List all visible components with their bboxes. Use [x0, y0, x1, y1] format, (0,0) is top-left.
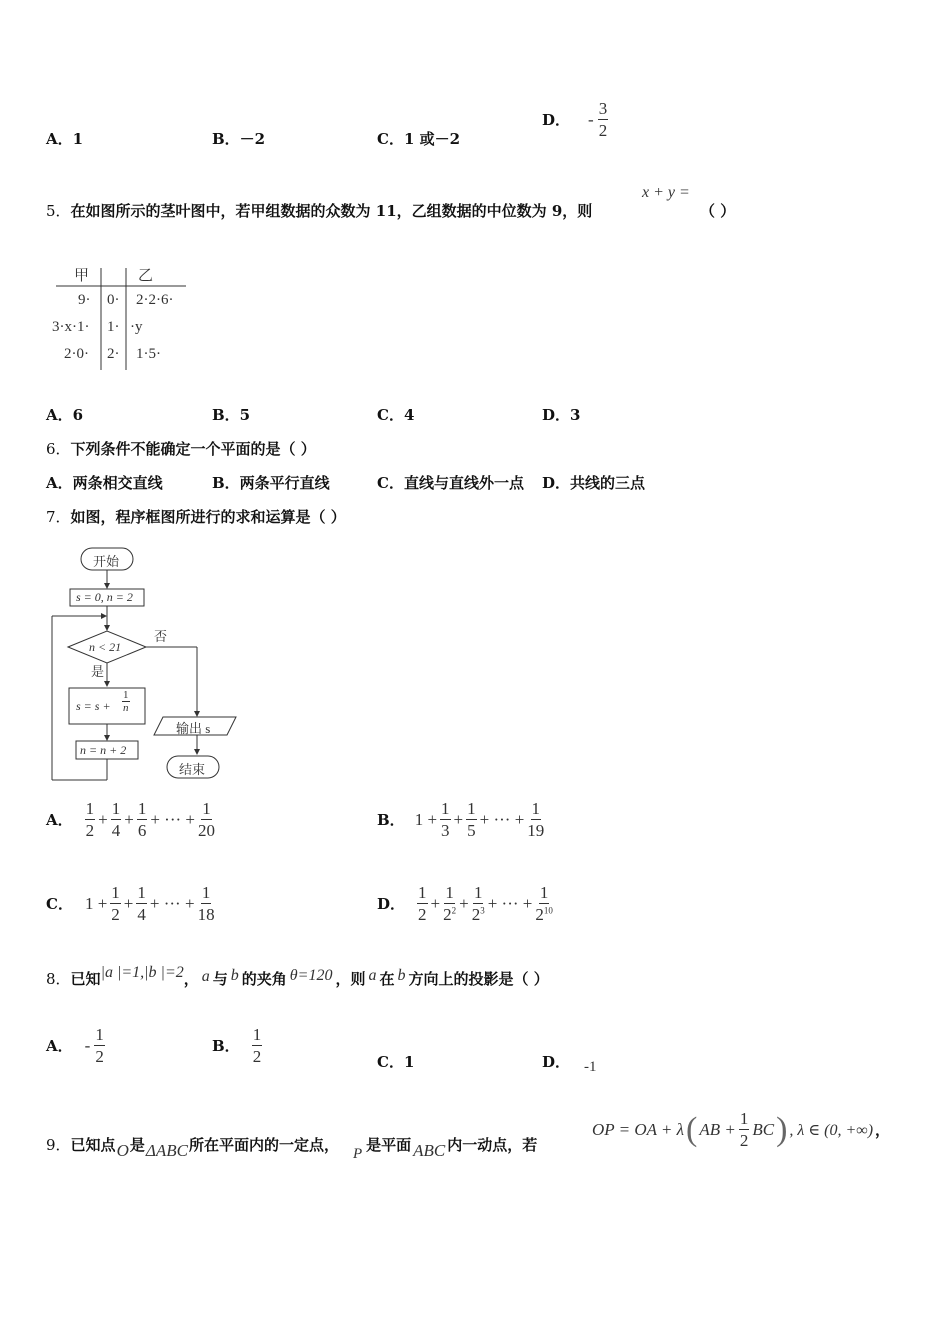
stem-leaf-row2-right: ·y — [130, 319, 143, 335]
q7-b-den-1: 3 — [441, 820, 450, 840]
q4-option-d-label: D． — [542, 111, 571, 130]
stem-leaf-row1-stem: 0· — [107, 292, 120, 308]
q4-option-a: A．1 — [46, 130, 84, 148]
q7-c-num-last: 1 — [201, 883, 211, 902]
q7-a-num-1: 1 — [85, 799, 95, 818]
q8-t1: 已知 — [70, 970, 101, 988]
q7-d-den-1: 2 — [418, 904, 427, 924]
q7-d-num-3: 1 — [473, 883, 483, 902]
q9-equation — [592, 1110, 890, 1150]
q7-a-plus-2: + — [124, 809, 134, 829]
q7-b-frac-2 — [466, 800, 477, 840]
q7-d-den-2 — [443, 904, 456, 924]
q8-b-num: 1 — [252, 1025, 262, 1044]
q5-option-b: B．5 — [212, 406, 251, 424]
q7-d-den-last — [535, 904, 553, 924]
q7-b-den-2: 5 — [467, 820, 476, 840]
q4-d-den: 2 — [598, 120, 608, 140]
q6-option-a: A．两条相交直线 — [46, 474, 163, 492]
q7-option-b — [377, 800, 544, 840]
q7-d-den-2-exp: 2 — [451, 905, 457, 916]
q9-eq-right: , λ ∈ (0, +∞) — [789, 1121, 874, 1139]
flow-end: 结束 — [179, 762, 206, 777]
flow-yes: 是 — [91, 664, 105, 679]
q8-t7: 方向上的投影是（ ） — [408, 970, 549, 988]
q4-option-c: C．1 或－2 — [377, 130, 461, 148]
q7-number: 7． — [46, 508, 71, 526]
q5-number: 5． — [46, 202, 71, 220]
q7-d-dots: + ··· + — [487, 893, 533, 913]
q9-plane-abc: ABC — [413, 1141, 446, 1160]
q7-option-d — [377, 884, 553, 924]
q7-b-lead: 1 + — [414, 809, 438, 829]
q7-d-frac-1 — [417, 884, 428, 924]
q7-c-lead: 1 + — [84, 893, 108, 913]
q4-d-num: 3 — [598, 99, 608, 118]
q7-a-frac-last — [198, 800, 215, 840]
q7-option-b-label: B． — [377, 811, 405, 830]
flow-start: 开始 — [93, 554, 120, 569]
q7-d-num-1: 1 — [418, 883, 427, 902]
q8-t3: 与 — [212, 970, 228, 988]
q8-option-d-label: D． — [542, 1053, 571, 1071]
q8-t5: ，则 — [335, 970, 366, 988]
q7-c-frac-2 — [136, 884, 147, 924]
q8-option-d-value: -1 — [584, 1059, 597, 1075]
q7-c-den-1: 2 — [111, 904, 120, 924]
flow-no: 否 — [154, 629, 168, 644]
q7-a-frac-2 — [111, 800, 122, 840]
q8-vec-a: a — [201, 968, 210, 985]
q5-option-d: D．3 — [542, 406, 581, 424]
q5-paren: （ ） — [700, 202, 736, 220]
q5-text: 在如图所示的茎叶图中，若甲组数据的众数为 11，乙组数据的中位数为 9，则 — [70, 202, 593, 220]
q7-a-den-2: 4 — [111, 820, 121, 840]
q6-number: 6． — [46, 440, 71, 458]
flow-output: 输出 s — [176, 721, 211, 736]
q6-text: 下列条件不能确定一个平面的是（ ） — [70, 440, 316, 458]
q9-eq-bc: BC — [752, 1119, 775, 1139]
q7-option-c-label: C． — [46, 895, 73, 914]
q7-c-dots: + ··· + — [149, 893, 195, 913]
flow-init: s = 0, n = 2 — [76, 590, 133, 604]
q6-option-b: B．两条平行直线 — [212, 474, 330, 492]
q8-vec-b: b — [230, 967, 239, 984]
flow-assign-den: n — [123, 702, 129, 715]
q4-option-d — [542, 100, 608, 140]
q4-option-b: B．－2 — [212, 130, 266, 148]
stem-leaf-row3-right: 1·5· — [136, 346, 161, 362]
flowchart — [46, 544, 246, 784]
q7-d-den-3-exp: 3 — [480, 905, 485, 916]
q8-abs: |a |=1,|b |=2 — [100, 964, 184, 981]
q9-eq-fraction — [739, 1110, 750, 1150]
q8-t6: 在 — [379, 970, 395, 988]
q7-d-den-3 — [472, 904, 485, 924]
q7-c-plus-1: + — [123, 893, 134, 913]
q8-a-num: 1 — [95, 1025, 104, 1044]
q7-b-frac-last — [527, 800, 544, 840]
q8-option-a-sign: - — [84, 1035, 91, 1055]
q4-option-d-sign: - — [588, 109, 594, 129]
q5-question — [46, 200, 592, 221]
q7-c-num-1: 1 — [111, 883, 120, 902]
q9-paren-right: ) — [776, 1110, 788, 1148]
q6-option-c: C．直线与直线外一点 — [377, 474, 524, 492]
q7-a-frac-3 — [137, 800, 148, 840]
q8-option-b — [212, 1026, 262, 1066]
q9-point-p: P — [352, 1146, 363, 1162]
q9-point-o: O — [116, 1141, 129, 1160]
q7-d-plus-1: + — [430, 893, 441, 913]
q7-d-den-last-exp: 10 — [543, 905, 553, 916]
q9-triangle: ΔABC — [145, 1141, 188, 1160]
q8-option-a — [46, 1026, 105, 1066]
q4-option-d-fraction — [598, 100, 609, 140]
q6-question — [46, 438, 316, 459]
q9-question — [46, 1134, 538, 1162]
q8-question — [46, 964, 549, 989]
q7-a-dots: + ··· + — [150, 809, 195, 829]
q9-eq-left: OP = OA + λ — [592, 1119, 685, 1139]
q7-c-frac-1 — [110, 884, 121, 924]
q7-b-num-last: 1 — [531, 799, 541, 818]
q7-option-a — [46, 800, 215, 840]
q8-vec-b-2: b — [397, 967, 406, 984]
q7-d-plus-2: + — [459, 893, 469, 913]
q7-d-den-last-base: 2 — [535, 904, 544, 924]
q8-theta: θ=120 — [289, 967, 333, 984]
q7-d-num-2: 1 — [445, 883, 454, 902]
q8-vec-a-2: a — [368, 967, 377, 984]
stem-leaf-row1-left: 9· — [78, 292, 91, 308]
q7-b-num-1: 1 — [441, 799, 450, 818]
q8-option-c: C．1 — [377, 1053, 415, 1071]
stem-leaf-header-left: 甲 — [74, 268, 90, 284]
flow-assign-fraction — [122, 689, 130, 714]
q7-d-frac-2 — [443, 884, 456, 924]
stem-leaf-row3-left: 2·0· — [64, 346, 89, 362]
q7-c-den-2: 4 — [137, 904, 146, 924]
q7-option-d-label: D． — [377, 895, 406, 914]
q7-option-a-label: A． — [46, 811, 73, 830]
q7-c-den-last: 18 — [197, 904, 215, 924]
stem-leaf-header-right: 乙 — [138, 268, 154, 284]
q8-b-den: 2 — [252, 1046, 262, 1066]
q7-text: 如图，程序框图所进行的求和运算是（ ） — [70, 508, 346, 526]
q7-a-num-3: 1 — [137, 799, 147, 818]
q9-t1: 已知点 — [70, 1136, 116, 1154]
flow-assign-num: 1 — [123, 689, 129, 701]
flowchart-lines — [46, 544, 246, 784]
q7-b-frac-1 — [440, 800, 451, 840]
q8-option-b-fraction — [252, 1026, 263, 1066]
q7-d-frac-last — [535, 884, 553, 924]
q7-a-den-3: 6 — [137, 820, 147, 840]
stem-leaf-row3-stem: 2· — [107, 346, 120, 362]
q9-tail: ， — [875, 1121, 891, 1140]
q7-b-num-2: 1 — [467, 799, 476, 818]
stem-leaf-row2-stem: 1· — [107, 319, 120, 335]
q8-option-a-fraction — [94, 1026, 105, 1066]
stem-leaf-row2-left: 3·x·1· — [52, 319, 90, 335]
q9-t2: 是 — [129, 1136, 145, 1154]
q7-c-frac-last — [198, 884, 215, 924]
q9-t5: 内一动点，若 — [447, 1136, 538, 1154]
q9-number: 9． — [46, 1136, 71, 1154]
q6-option-d: D．共线的三点 — [542, 474, 646, 492]
q9-t4: 是平面 — [366, 1136, 412, 1154]
q7-a-plus-1: + — [98, 809, 108, 829]
q7-a-frac-1 — [85, 800, 96, 840]
q7-d-frac-3 — [472, 884, 485, 924]
flow-assign-n: n = n + 2 — [80, 743, 127, 757]
stem-leaf-plot — [50, 262, 190, 372]
q8-number: 8． — [46, 970, 71, 988]
q7-d-den-2-base: 2 — [443, 904, 452, 924]
q9-eq-ab: AB + — [699, 1119, 736, 1139]
flow-assign-s: s = s + — [76, 699, 111, 713]
q8-option-d — [542, 1051, 597, 1075]
q5-option-c: C．4 — [377, 406, 415, 424]
q7-d-num-last: 1 — [539, 883, 549, 902]
q7-a-den-1: 2 — [85, 820, 95, 840]
q7-c-num-2: 1 — [137, 883, 146, 902]
q9-paren-left: ( — [686, 1110, 698, 1148]
q7-a-den-last: 20 — [198, 820, 215, 840]
q9-eq-num: 1 — [739, 1109, 749, 1128]
q8-option-a-label: A． — [46, 1037, 73, 1056]
q5-formula: x + y = — [642, 184, 690, 201]
q7-option-c — [46, 884, 215, 924]
q5-option-a: A．6 — [46, 406, 84, 424]
q9-t3: 所在平面内的一定点， — [188, 1136, 339, 1154]
q7-a-num-2: 1 — [111, 799, 121, 818]
q8-a-den: 2 — [95, 1046, 104, 1066]
q7-b-plus-1: + — [453, 809, 464, 829]
flow-cond: n < 21 — [89, 640, 122, 654]
q8-t2: ， — [183, 970, 199, 988]
stem-leaf-row1-right: 2·2·6· — [136, 292, 174, 308]
q7-question — [46, 506, 346, 527]
q8-t4: 的夹角 — [241, 970, 287, 988]
q9-eq-den: 2 — [739, 1130, 749, 1150]
q8-option-b-label: B． — [212, 1037, 240, 1056]
q7-d-den-3-base: 2 — [471, 904, 481, 924]
q7-b-den-last: 19 — [527, 820, 545, 840]
q7-b-dots: + ··· + — [479, 809, 525, 829]
q7-a-num-last: 1 — [202, 799, 211, 818]
